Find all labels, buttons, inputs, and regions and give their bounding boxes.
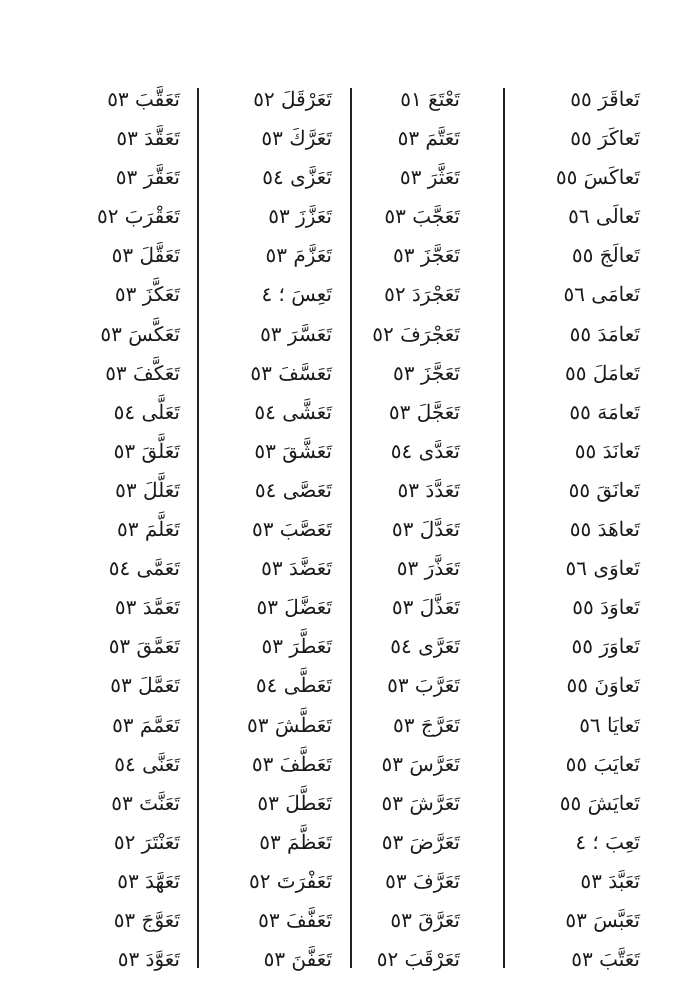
index-entry: تَعاوَرَ ٥٥: [571, 634, 640, 659]
index-entry: تَعَرْقَلَ ٥٢: [253, 87, 332, 111]
index-entry: تَعَزَّى ٥٤: [262, 165, 332, 190]
index-entry: تَعَنْتَرَ ٥٢: [113, 829, 180, 854]
index-entry: تَعَسَّرَ ٥٣: [260, 321, 332, 346]
column-divider-left: [197, 88, 199, 968]
index-entry: تَعَمَّدَ ٥٣: [114, 595, 180, 620]
index-entry: تَعَجَّلَ ٥٣: [388, 399, 460, 424]
index-column-1: [500, 80, 640, 979]
index-entry: تَعَلَّمَ ٥٣: [117, 517, 180, 542]
index-entry: تَعايَا ٥٦: [579, 712, 640, 737]
index-entry: تَعَمَّى ٥٤: [108, 556, 180, 581]
index-entry: تَعَرَّجَ ٥٣: [392, 712, 460, 737]
index-entry: تَعاهَدَ ٥٥: [569, 517, 640, 542]
index-entry: تَعَتَّبَ ٥٣: [571, 947, 640, 972]
index-entry: تَعَفَّفَ ٥٣: [258, 907, 332, 932]
index-entry: تَعَجَّبَ ٥٣: [384, 204, 460, 229]
index-entry: تَعَظَّمَ ٥٣: [259, 829, 332, 854]
index-entry: تَعَطَّفَ ٥٣: [251, 751, 332, 776]
index-entry: تَعاكَسَ ٥٥: [555, 165, 640, 190]
index-entry: تَعَمَّقَ ٥٣: [108, 634, 180, 659]
column-divider-right: [503, 88, 505, 968]
index-entry: تَعَذَّلَ ٥٣: [391, 595, 460, 620]
index-entry: تَعَطَّى ٥٤: [255, 673, 332, 698]
index-entry: تَعَكَّزَ ٥٣: [114, 282, 180, 307]
index-entry: تَعَرْقَبَ ٥٢: [376, 947, 460, 972]
index-entry: تَعَرَّى ٥٤: [390, 634, 460, 659]
index-entry: تَعَقَّرَ ٥٣: [115, 165, 180, 190]
index-entry: تَعَطَّلَ ٥٣: [257, 790, 332, 815]
index-entry: تَعَرَّضَ ٥٣: [381, 829, 460, 854]
index-entry: تَعَطَّرَ ٥٣: [261, 634, 332, 659]
index-entry: تَعَنَّى ٥٤: [114, 751, 180, 776]
index-entry: تَعامَدَ ٥٥: [569, 321, 640, 346]
index-entry: تَعَصَّبَ ٥٣: [251, 517, 332, 542]
index-entry: تَعَلَّقَ ٥٣: [113, 438, 180, 463]
index-entry: تَعَزَّزَ ٥٣: [268, 204, 332, 229]
index-entry: تَعايَبَ ٥٥: [565, 751, 640, 776]
index-entry: تَعَتَّمَ ٥٣: [397, 126, 460, 151]
index-entry: تَعَبَّدَ ٥٣: [580, 868, 640, 893]
index-entry: تَعَجَّزَ ٥٣: [392, 360, 460, 385]
index-entry: تَعْتَعَ ٥١: [400, 87, 460, 111]
index-entry: تَعاقَرَ ٥٥: [570, 87, 640, 111]
index-entry: تَعالَى ٥٦: [568, 204, 640, 229]
index-entry: تَعَقَّلَ ٥٣: [111, 243, 180, 268]
index-entry: تَعَسَّفَ ٥٣: [250, 360, 332, 385]
index-entry: تَعامَى ٥٦: [563, 282, 640, 307]
index-entry: تَعِبَ ؛ ٤: [575, 829, 640, 854]
index-entry: تَعَجْرَفَ ٥٢: [372, 321, 460, 346]
index-entry: تَعَجْرَدَ ٥٢: [384, 282, 460, 307]
index-entry: تَعَصَّى ٥٤: [254, 477, 332, 502]
index-entry: تَعَفْرَتَ ٥٢: [248, 868, 332, 893]
index-entry: تَعَدَّلَ ٥٣: [391, 517, 460, 542]
index-entry: تَعَشَّقَ ٥٣: [254, 438, 332, 463]
index-entry: تَعَكَّفَ ٥٣: [105, 360, 180, 385]
index-entry: تَعالَجَ ٥٥: [571, 243, 640, 268]
index-entry: تَعَضَّدَ ٥٣: [261, 556, 332, 581]
index-entry: تَعَدَّى ٥٤: [390, 438, 460, 463]
index-entry: تَعَطَّشَ ٥٣: [247, 712, 332, 737]
index-entry: تَعاكَرَ ٥٥: [570, 126, 640, 151]
index-entry: تَعَلَّلَ ٥٣: [115, 477, 180, 502]
index-entry: تَعَشَّى ٥٤: [254, 399, 332, 424]
index-entry: تَعَبَّسَ ٥٣: [565, 907, 640, 932]
index-entry: تَعامَلَ ٥٥: [564, 360, 640, 385]
index-entry: تَعانَدَ ٥٥: [574, 438, 640, 463]
index-entry: تَعَقَّبَ ٥٣: [107, 87, 180, 111]
index-entry: تَعايَشَ ٥٥: [559, 790, 640, 815]
index-entry: تَعَوَّدَ ٥٣: [117, 947, 180, 972]
index-entry: تَعَذَّرَ ٥٣: [396, 556, 460, 581]
index-entry: تَعَفَّنَ ٥٣: [263, 947, 332, 972]
index-entry: تَعَلَّى ٥٤: [113, 399, 180, 424]
index-entry: تَعِسَ ؛ ٤: [261, 282, 332, 307]
index-entry: تَعاوَنَ ٥٥: [566, 673, 640, 698]
index-entry: تَعَثَّرَ ٥٣: [399, 165, 460, 190]
index-entry: تَعاوَى ٥٦: [565, 556, 640, 581]
index-entry: تَعَقْرَبَ ٥٢: [96, 204, 180, 229]
index-entry: تَعَمَّلَ ٥٣: [110, 673, 180, 698]
index-entry: تَعَقَّدَ ٥٣: [116, 126, 180, 151]
index-entry: تَعاوَدَ ٥٥: [572, 595, 640, 620]
index-entry: تَعَجَّزَ ٥٣: [392, 243, 460, 268]
column-divider-middle: [350, 88, 352, 968]
index-entry: تَعَزَّمَ ٥٣: [265, 243, 332, 268]
index-entry: تَعَضَّلَ ٥٣: [256, 595, 332, 620]
index-column-3: [192, 80, 332, 979]
index-entry: تَعَرَّسَ ٥٣: [381, 751, 460, 776]
index-entry: تَعَمَّمَ ٥٣: [112, 712, 180, 737]
index-entry: تَعَرَّفَ ٥٣: [385, 868, 460, 893]
index-entry: تَعانَقَ ٥٥: [568, 477, 640, 502]
index-entry: تَعَهَّدَ ٥٣: [117, 868, 180, 893]
index-entry: تَعامَهَ ٥٥: [569, 399, 640, 424]
index-entry: تَعَرَّكَ ٥٣: [261, 126, 332, 151]
index-entry: تَعَرَّشَ ٥٣: [381, 790, 460, 815]
index-column-2: [320, 80, 460, 979]
index-entry: تَعَوَّجَ ٥٣: [113, 907, 180, 932]
index-entry: تَعَرَّقَ ٥٣: [390, 907, 460, 932]
index-column-4: [40, 80, 180, 979]
index-entry: تَعَنَّتَ ٥٣: [111, 790, 180, 815]
index-entry: تَعَرَّبَ ٥٣: [387, 673, 460, 698]
index-entry: تَعَكَّسَ ٥٣: [100, 321, 180, 346]
index-entry: تَعَدَّدَ ٥٣: [397, 477, 460, 502]
